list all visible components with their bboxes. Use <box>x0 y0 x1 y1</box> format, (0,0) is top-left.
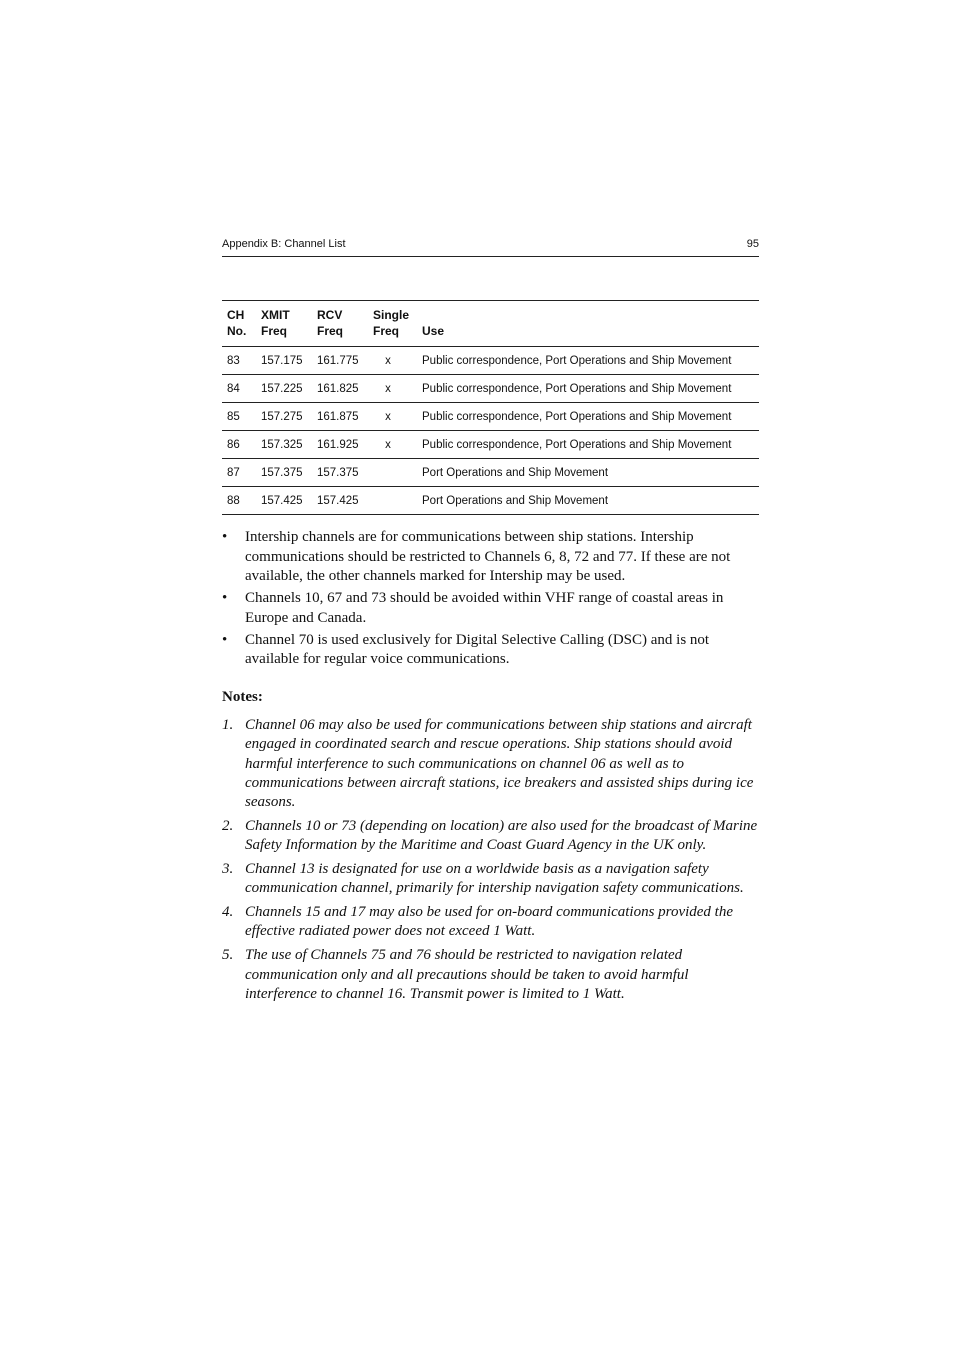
table-row <box>222 375 759 403</box>
cell-use: Port Operations and Ship Movement <box>422 494 609 507</box>
col-header-line: Use <box>422 324 445 338</box>
note-item <box>222 817 759 856</box>
bullet-item <box>222 528 759 587</box>
col-header-line: No. <box>227 324 247 338</box>
cell-use: Public correspondence, Port Operations and Ship Movement <box>422 410 732 423</box>
cell-single <box>368 487 417 515</box>
cell-single: x <box>385 354 391 367</box>
cell-xmit: 157.375 <box>261 466 303 479</box>
cell-rcv: 161.925 <box>317 438 359 451</box>
note-text: Channel 13 is designated for use on a worldwide basis as a navigation safety communication channel, primarily for intership navigation safety communications. <box>245 861 744 897</box>
bullet-text: Channels 10, 67 and 73 should be avoided within VHF range of coastal areas in Europe and Canada. <box>245 590 724 626</box>
col-header-line: XMIT <box>261 308 290 322</box>
cell-ch: 84 <box>227 382 240 395</box>
note-number: 2. <box>222 817 234 834</box>
cell-single: x <box>385 410 391 423</box>
note-number: 3. <box>222 861 234 878</box>
table-row <box>222 431 759 459</box>
bullet-list <box>222 528 759 672</box>
cell-rcv: 157.375 <box>317 466 359 479</box>
cell-xmit: 157.425 <box>261 494 303 507</box>
note-item <box>222 946 759 1004</box>
col-header-line: Freq <box>373 324 400 338</box>
col-header-line: Freq <box>317 324 344 338</box>
col-header-xmit <box>256 301 312 347</box>
cell-xmit: 157.225 <box>261 382 303 395</box>
col-header-rcv <box>312 301 368 347</box>
bullet-icon: • <box>222 631 228 648</box>
page-number: 95 <box>746 238 759 250</box>
cell-ch: 88 <box>227 494 240 507</box>
note-text: Channels 15 and 17 may also be used for on-board communications provided the effective radiated power does not exceed 1 Watt. <box>245 904 734 940</box>
table-row <box>222 459 759 487</box>
bullet-text: Intership channels are for communications between ship stations. Intership communications should be restricted to Channels 6, 8, 72 and 77. If these are not available, the other channels marked for Intership may be used. <box>245 529 731 584</box>
bullet-item <box>222 589 759 628</box>
note-text: The use of Channels 75 and 76 should be restricted to navigation related communication only and all precautions should be taken to avoid harmful interference to channel 16. Transmit power is limited to 1 Watt. <box>245 947 689 1002</box>
note-number: 4. <box>222 904 234 921</box>
page-header <box>222 238 759 257</box>
cell-xmit: 157.325 <box>261 438 303 451</box>
col-header-use <box>417 301 759 347</box>
col-header-ch <box>222 301 256 347</box>
cell-ch: 83 <box>227 354 240 367</box>
channel-table <box>222 300 759 515</box>
cell-single: x <box>385 382 391 395</box>
bullet-text: Channel 70 is used exclusively for Digital Selective Calling (DSC) and is not available for regular voice communications. <box>245 631 710 667</box>
notes-list <box>222 716 759 1009</box>
cell-use: Port Operations and Ship Movement <box>422 466 609 479</box>
cell-ch: 87 <box>227 466 240 479</box>
table-row <box>222 347 759 375</box>
cell-xmit: 157.175 <box>261 354 303 367</box>
bullet-icon: • <box>222 590 228 606</box>
note-number: 5. <box>222 947 234 964</box>
table-header-row <box>222 301 759 347</box>
table-row <box>222 403 759 431</box>
cell-use: Public correspondence, Port Operations and Ship Movement <box>422 354 732 367</box>
note-text: Channel 06 may also be used for communications between ship stations and aircraft engaged in coordinated search and rescue operations. Ship stations should avoid harmful interference to such communications on channel 06 as well as to communications between aircraft stations, ice breakers and assisted ships during ice seasons. <box>245 717 754 811</box>
bullet-item <box>222 631 759 670</box>
col-header-line: CH <box>227 308 245 322</box>
cell-single <box>368 459 417 487</box>
cell-rcv: 161.775 <box>317 354 359 367</box>
cell-rcv: 157.425 <box>317 494 359 507</box>
note-item <box>222 903 759 942</box>
table-row <box>222 487 759 515</box>
bullet-icon: • <box>222 529 228 545</box>
col-header-line: Freq <box>261 324 288 338</box>
note-number: 1. <box>222 717 234 733</box>
notes-heading: Notes: <box>222 689 263 705</box>
cell-rcv: 161.875 <box>317 410 359 423</box>
header-title: Appendix B: Channel List <box>222 238 346 250</box>
cell-ch: 85 <box>227 410 240 423</box>
cell-xmit: 157.275 <box>261 410 303 423</box>
cell-ch: 86 <box>227 438 240 451</box>
cell-use: Public correspondence, Port Operations and Ship Movement <box>422 382 732 395</box>
cell-single: x <box>385 438 391 451</box>
cell-use: Public correspondence, Port Operations and Ship Movement <box>422 438 732 451</box>
col-header-line: RCV <box>317 308 343 322</box>
note-item <box>222 860 759 899</box>
col-header-line: Single <box>373 308 410 322</box>
note-item <box>222 716 759 812</box>
col-header-single <box>368 301 417 347</box>
cell-rcv: 161.825 <box>317 382 359 395</box>
note-text: Channels 10 or 73 (depending on location) are also used for the broadcast of Marine Safety Information by the Maritime and Coast Guard Agency in the UK only. <box>245 817 758 854</box>
